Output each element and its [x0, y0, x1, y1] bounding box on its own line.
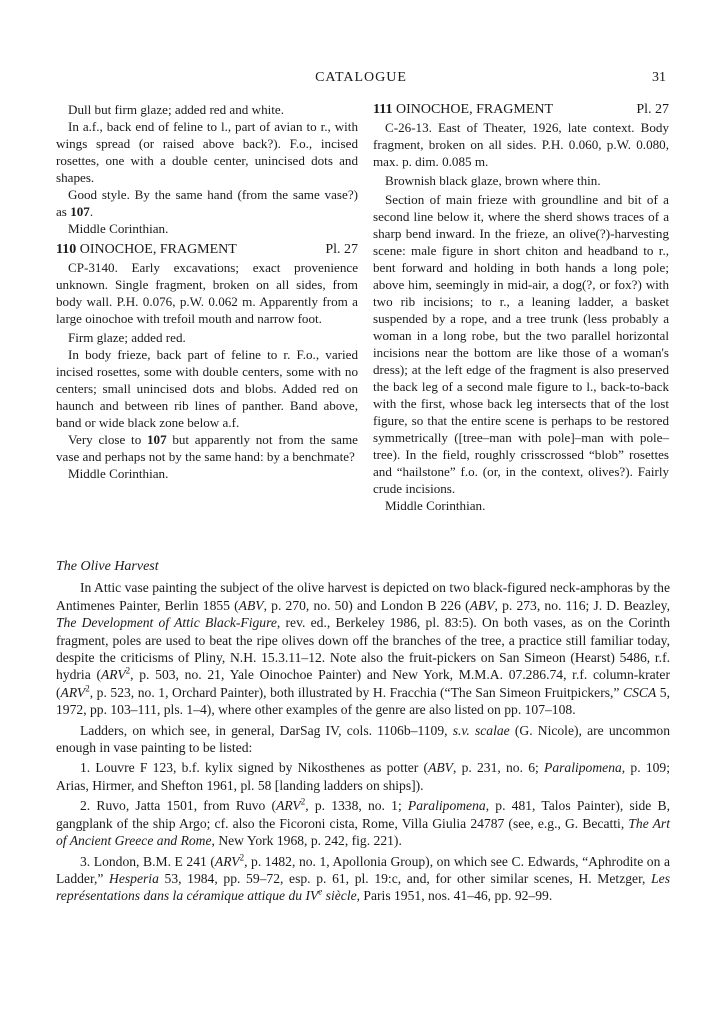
essay-paragraph-2: [56, 722, 670, 757]
item2-paralipomena: Paralipomena: [407, 798, 486, 814]
entry-110-inventory: CP-3140. Early excavations; exact provenience unknown. Single fragment, broken on all sides, from body wall. P.H. 0.076, p.W. 0.062 m. Apparently from a large oinochoe with trefoil mouth and narrow foot.: [56, 260, 358, 326]
right-column: [373, 101, 669, 514]
left-column: [56, 101, 358, 482]
cont-attribution: [56, 186, 358, 220]
p1-arv-1: ARV: [100, 667, 126, 683]
ladder-item-2: [56, 797, 670, 849]
item1-paralipomena: Paralipomena: [544, 760, 622, 776]
ladder-item-3: [56, 853, 670, 905]
item2-text-a: 2. Ruvo, Jatta 1501, from Ruvo (: [80, 798, 277, 814]
p1-csca: CSCA: [623, 684, 657, 700]
running-head-title: CATALOGUE: [315, 70, 407, 85]
p1-arv-2: ARV: [60, 684, 86, 700]
entry-111-heading: [373, 101, 669, 119]
essay-paragraph-1: [56, 579, 670, 718]
entry-110-heading: [56, 241, 358, 259]
p1-text-e: , p. 503, no. 21, Yale Oinochoe Painter) and New York, M.M.A. 07.286.74, r.f. column-krater (: [56, 667, 670, 700]
entry-111-inventory: C-26-13. East of Theater, 1926, late context. Body fragment, broken on all sides. P.H. 0.060, p.W. 0.080, max. p. dim. 0.085 m.: [373, 120, 669, 169]
p1-text-g: 5, 1972, pp. 103–111, pls. 1–4), where other examples of the genre are also listed on pp. 107–108.: [56, 684, 671, 718]
item1-text-a: 1. Louvre F 123, b.f. kylix signed by Nikosthenes as potter (: [80, 760, 429, 776]
entry-110-date: Middle Corinthian.: [68, 466, 169, 481]
entry-110-plate: Pl. 27: [325, 242, 358, 257]
p1-text-a: In Attic vase painting the subject of the olive harvest is depicted on two black-figured neck-amphoras by the Antimenes Painter, Berlin 1855 (: [56, 580, 670, 613]
ladder-item-1: [56, 759, 670, 794]
entry-111-glaze: Brownish black glaze, brown where thin.: [385, 173, 601, 188]
item1-text-b: , p. 231, no. 6;: [452, 760, 545, 776]
p1-text-b: , p. 270, no. 50) and London B 226 (: [263, 597, 470, 613]
p1-arv-1-sup: 2: [125, 665, 131, 676]
entry-111-number: 111: [373, 102, 393, 117]
entry-110-attr-post: but apparently not from the same vase and perhaps not by the same hand: by a benchmate?: [56, 432, 358, 464]
item2-text-d: , New York 1968, p. 242, fig. 221).: [211, 833, 402, 849]
essay-heading: The Olive Harvest: [56, 559, 159, 574]
entry-111-description: Section of main frieze with groundline and bit of a second line below it, where the sherd shows traces of a sharp bend inward. In the frieze, an olive(?)-harvesting scene: male figure in short chiton and headband to r., bent forward and holding in both hands a long pole; above him, seemingly in mid-air, a dog(?, or fox?) with two rib incisions; to r., a leaning ladder, a basket suspended by a rope, and a tree trunk (less probably a woman in a long robe, but the two parallel horizontal incisions near the bottom are like those of a woman's dress); at the left edge of the fragment is also preserved the back leg of a second male figure to l., back-to-back with the first, whose back leg intersects that of the lost figure, so that the entire scene is perhaps to be restored symmetrically ([tree–man with pole]–man with pole–tree). In the field, roughly crisscrossed “blob” rosettes and “hailstone” f.o. (or, in the context, olives?). Fairly crude incisions.: [373, 192, 669, 496]
p1-book-title: The Development of Attic Black-Figure: [56, 615, 277, 631]
entry-110-title: OINOCHOE, FRAGMENT: [79, 242, 237, 257]
item2-arv-sup: 2: [300, 796, 306, 807]
p1-text-f: , p. 523, no. 1, Orchard Painter), both illustrated by H. Fracchia (“The San Simeon Fruitpickers,”: [89, 684, 624, 700]
item3-text-d: , Paris 1951, nos. 41–46, pp. 92–99.: [356, 888, 553, 904]
p2-sv: s.v. scalae: [452, 722, 510, 738]
item3-arv: ARV: [214, 853, 240, 869]
cont-glaze: Dull but firm glaze; added red and white.: [68, 102, 284, 117]
olive-harvest-essay: [56, 558, 670, 905]
entry-111-date: Middle Corinthian.: [385, 498, 486, 513]
item3-text-c: 53, 1984, pp. 59–72, esp. p. 61, pl. 19:c, and, for other similar scenes, H. Metzger,: [158, 870, 652, 886]
item3-book-title-b: siècle: [322, 888, 357, 904]
page-number: 31: [652, 70, 666, 85]
running-head: [0, 70, 722, 90]
entry-111-title: OINOCHOE, FRAGMENT: [395, 102, 554, 117]
cont-attribution-tail: .: [89, 204, 94, 219]
cont-attribution-text: Good style. By the same hand (from the same vase?) as: [56, 187, 358, 219]
p1-text-d: , rev. ed., Berkeley 1986, pl. 83:5). On both vases, as on the Corinth fragment, poles are used to beat the ripe olives down off the branches of the tree, a practice still familiar today, despite the criticisms of Pliny, N.H. 15.3.11–12. Note also the fruit-pickers on San Simeon (Hearst) 5486, r.f. hydria (: [56, 615, 670, 683]
entry-110-attribution: [56, 431, 358, 465]
item3-book-sup: e: [318, 886, 323, 897]
item3-hesperia: Hesperia: [109, 870, 159, 886]
entry-110-number: 110: [56, 242, 77, 257]
item3-text-a: 3. London, B.M. E 241 (: [80, 853, 215, 869]
entry-110-attr-ref: 107: [146, 432, 167, 447]
entry-111-plate: Pl. 27: [636, 102, 669, 117]
entry-110-glaze: Firm glaze; added red.: [68, 330, 186, 345]
p1-text-c: , p. 273, no. 116; J. D. Beazley,: [494, 597, 670, 613]
item2-text-b: , p. 1338, no. 1;: [305, 798, 408, 814]
item2-text-c: , p. 481, Talos Painter), side B, gangplank of the ship Argo; cf. also the Ficoroni cista, Rome, Villa Giulia 24787 (see, e.g., G. Becatti,: [56, 798, 670, 831]
cont-description: In a.f., back end of feline to l., part of avian to r., with wings spread (or raised above back?). F.o., incised rosettes, one with a double center, unincised dots and shapes.: [56, 119, 358, 185]
p1-abv-1: ABV: [238, 597, 264, 613]
item3-arv-sup: 2: [239, 851, 245, 862]
item3-text-b: , p. 1482, no. 1, Apollonia Group), on which see C. Edwards, “Aphrodite on a Ladder,”: [56, 853, 671, 886]
p1-abv-2: ABV: [469, 597, 495, 613]
p1-arv-2-sup: 2: [85, 683, 90, 694]
entry-110-description: In body frieze, back part of feline to r. F.o., varied incised rosettes, some with double centers, some with no centers; small unincised dots and blobs. Added red on haunch and between rib lines of panther. Band above, band or wide black zone below a.f.: [56, 347, 358, 430]
item2-book-title: The Art of Ancient Greece and Rome: [56, 815, 670, 849]
item2-arv: ARV: [276, 798, 301, 814]
entry-110-attr-pre: Very close to: [68, 432, 147, 447]
cont-date: Middle Corinthian.: [68, 221, 169, 236]
item1-abv: ABV: [428, 760, 453, 776]
p2-text-b: (G. Nicole), are uncommon enough in vase painting to be listed:: [56, 722, 670, 756]
item3-book-title-a: Les représentations dans la céramique attique du IV: [56, 870, 670, 904]
p2-text-a: Ladders, on which see, in general, DarSag IV, cols. 1106b–1109,: [80, 722, 453, 738]
cont-attribution-ref: 107: [70, 204, 90, 219]
item1-text-c: , p. 109; Arias, Hirmer, and Shefton 1961, pl. 58 [landing ladders on ships]).: [56, 760, 670, 793]
